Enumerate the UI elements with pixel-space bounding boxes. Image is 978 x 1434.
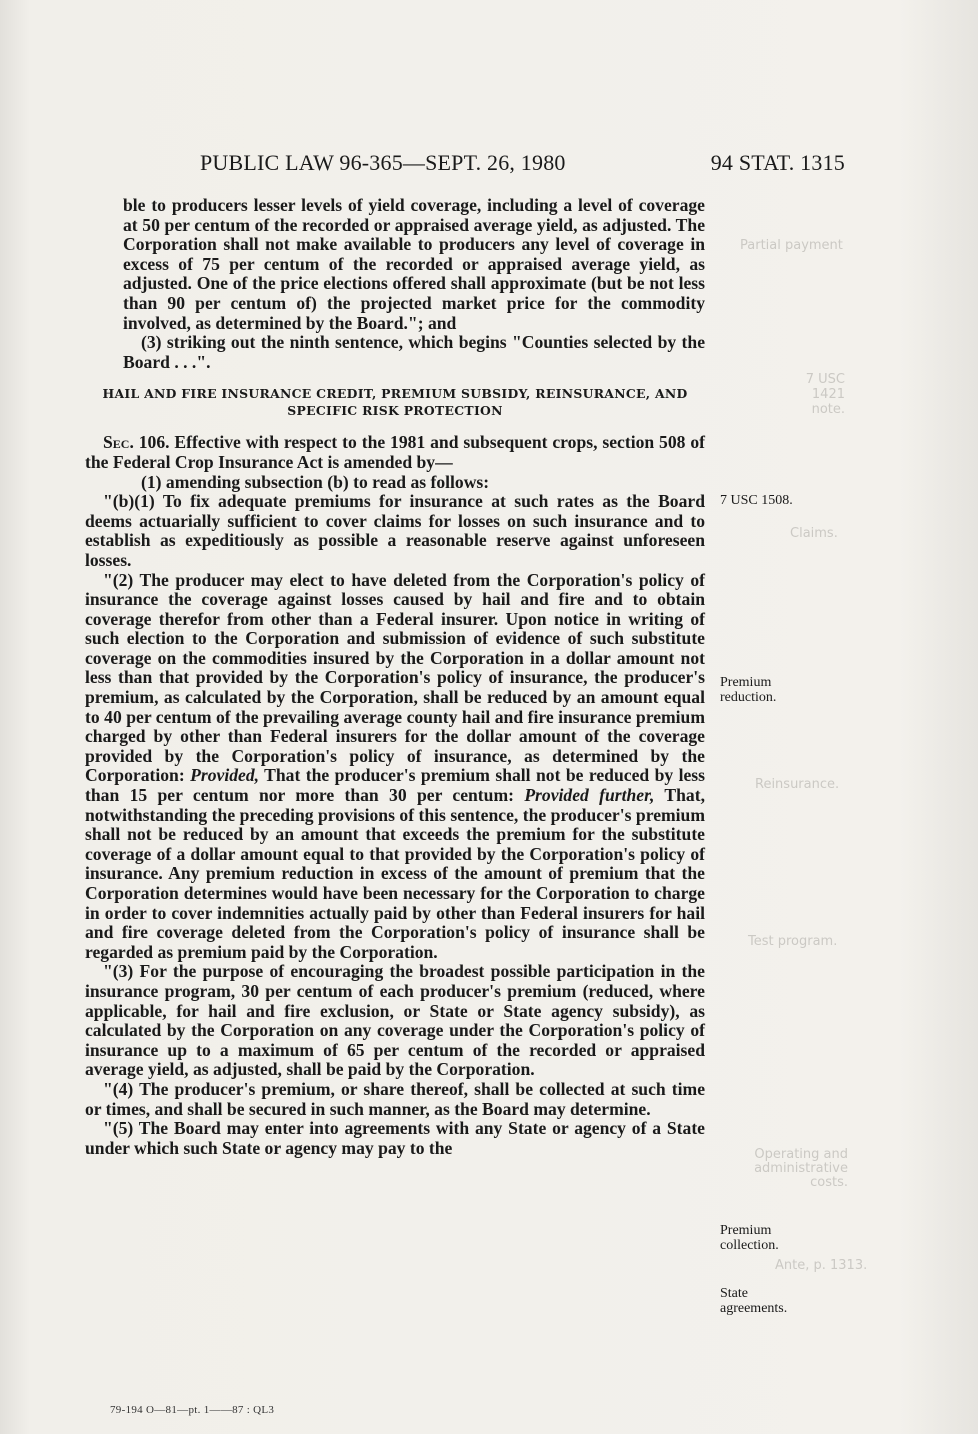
margin-note-premium-reduction: Premium reduction. [720, 675, 777, 705]
bleed-through-note: Reinsurance. [755, 777, 840, 792]
margin-note-usc: 7 USC 1508. [720, 493, 793, 508]
paragraph: ble to producers lesser levels of yield coverage, including a level of coverage at 50 per centum of the recorded or appraised average yield, as adjusted. The Corporation shall not make available to producers any level of coverage in excess of 75 per centum of the recorded or appraised average yield, as adjusted. One of the price elections offered shall approximate (but be not less than 90 per centum of) the projected market price for the commodity involved, as determined by the Board."; and [123, 195, 705, 333]
provided-italic: Provided, [190, 765, 260, 786]
paragraph: "(b)(1) To fix adequate premiums for insurance at such rates as the Board deems actuarially sufficient to cover claims for losses on such insurance and to establish as expeditiously as possible a reasonable reserve against unforeseen losses. [85, 491, 705, 570]
paragraph [85, 571, 705, 963]
provided-further-italic: Provided further, [524, 785, 655, 806]
section-label: Sec. [103, 432, 134, 453]
bleed-through-note: Ante, p. 1313. [775, 1258, 868, 1273]
printer-footer: 79-194 O—81—pt. 1——87 : QL3 [110, 1404, 275, 1416]
bleed-through-note: Operating and administrative costs. [754, 1147, 848, 1190]
body-text [85, 196, 705, 1158]
paragraph: "(3) For the purpose of encouraging the broadest possible participation in the insurance program, 30 per centum of each producer's premium (reduced, where applicable, for hail and fire exclusion, or State or State agency subsidy), as calculated by the Corporation on any coverage under the Corporation's policy of insurance up to a maximum of 65 per centum of the recorded or appraised average yield, as adjusted, shall be paid by the Corporation. [85, 961, 705, 1080]
paragraph: (3) striking out the ninth sentence, which begins "Counties selected by the Board . . .". [123, 332, 705, 372]
paragraph: "(5) The Board may enter into agreements with any State or agency of a State under which such State or agency may pay to the [85, 1118, 705, 1158]
bleed-through-note: Claims. [790, 526, 838, 541]
header-page-number: 94 STAT. 1315 [710, 150, 845, 175]
paragraph: "(4) The producer's premium, or share thereof, shall be collected at such time or times, and shall be secured in such manner, as the Board may determine. [85, 1078, 705, 1119]
bleed-through-note: Partial payment [740, 238, 843, 253]
margin-note-premium-collection: Premium collection. [720, 1223, 779, 1253]
paragraph-text: "(2) The producer may elect to have deleted from the Corporation's policy of insurance the coverage against losses caused by hail and fire and to obtain coverage therefor from other than a Federal insurer. Upon notice in writing of such election to the Corporation and submission of evidence of such substitute coverage on the commodities insured by the Corporation in a dollar amount not less than that provided by the Corporation's policy of insurance, the producer's premium, as calculated by the Corporation, shall be reduced by an amount equal to 40 per centum of the prevailing average county hail and fire insurance premium charged by other than Federal insurers for the dollar amount of the coverage provided by the Corporation's policy of insurance, as determined by the Corporation: [85, 569, 705, 786]
quoted-continuation [85, 196, 705, 372]
paragraph: (1) amending subsection (b) to read as follows: [141, 471, 490, 492]
bleed-through-note: Test program. [748, 934, 838, 949]
bleed-through-note: 7 USC 1421 note. [805, 372, 845, 417]
section-paragraph [85, 433, 705, 472]
paragraph-text: That, notwithstanding the preceding provisions of this sentence, the producer's premium shall not be reduced by an amount that exceeds the premium for the substitute coverage of a dollar amount equal to that provided by the Corporation's policy of insurance. Any premium reduction in excess of the amount of premium that the Corporation determines would have been necessary for the Corporation to charge in order to cover indemnities actually paid by other than Federal insurers for hail and fire coverage deleted from the Corporation's policy of insurance shall be regarded as premium paid by the Corporation. [85, 785, 705, 962]
paragraph-text: That the producer's premium shall not be reduced by less than 15 per centum nor more than 30 per centum: [85, 765, 705, 806]
header-title: PUBLIC LAW 96-365—SEPT. 26, 1980 [200, 150, 566, 175]
section-text: 106. Effective with respect to the 1981 and subsequent crops, section 508 of the Federal Crop Insurance Act is amended by— [85, 432, 705, 472]
margin-note-state-agreements: State agreements. [720, 1286, 788, 1316]
section-heading: HAIL AND FIRE INSURANCE CREDIT, PREMIUM SUBSIDY, REINSURANCE, AND SPECIFIC RISK PROTECTION [102, 386, 688, 419]
